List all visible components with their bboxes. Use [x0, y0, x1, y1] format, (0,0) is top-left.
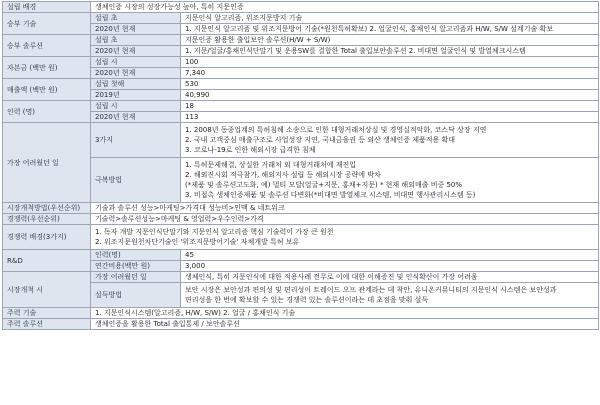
competitiveness-background-label: 경쟁력 배경(3가지) [3, 225, 91, 250]
competitiveness-background-item: 1. 독자 개발 지문인식단말기와 지문인식 알고리즘 핵심 기술력이 가장 큰 원천 [95, 228, 334, 236]
hardest-item: 3. 코로나-19로 인한 해외시장 급격한 침체 [185, 146, 316, 154]
hardest-item: 1. 2008년 동종업계의 특허침해 소송으로 인한 대형거래처상실 및 경영실적악화, 코스닥 상장 지연 [185, 126, 487, 134]
main-technology-label: 주력 기술 [3, 308, 91, 319]
staff-sub-current: 2020년 현재 [91, 112, 181, 123]
main-solution-label: 주력 솔루션 [3, 319, 91, 330]
row-staff-current [3, 112, 599, 123]
market-method-label: 시장개척방법(우선순위) [3, 203, 91, 214]
market-entry-sub-persuasion: 설득방법 [91, 283, 181, 308]
hardest-three-list [181, 123, 599, 158]
revenue-value-2019: 40,990 [181, 90, 599, 101]
row-founding-background [3, 2, 599, 13]
persuasion-item: 보안 시장은 보안성과 편의성 및 편리성이 트레이드 오프 관계라는 데 착안, 유니온커뮤니티의 지문인식 시스템은 보안성과 [185, 286, 557, 294]
market-entry-label: 시장개척 시 [3, 272, 91, 308]
persuasion-item: 편리성을 한 번에 확보할 수 있는 경쟁력 있는 솔루션이라는 데 초점을 맞춰 설득 [185, 296, 429, 304]
row-competitiveness-background [3, 225, 599, 250]
row-revenue-2019 [3, 90, 599, 101]
row-overcome [3, 158, 599, 203]
market-entry-sub-hardest: 가장 어려웠던 일 [91, 272, 181, 283]
overcome-item: (*제품 및 솔루션고도화, 예) 멀티 모달(얼굴+지문, 홍채+지문) * 현재 해외매출 비중 50% [185, 181, 462, 189]
row-core-solution-initial [3, 35, 599, 46]
row-market-method [3, 203, 599, 214]
staff-label: 인력 (명) [3, 101, 91, 123]
row-capital-initial [3, 57, 599, 68]
rnd-sub-cost: 연간비용(백만 원) [91, 261, 181, 272]
rnd-sub-staff: 인력(명) [91, 250, 181, 261]
capital-value-initial: 100 [181, 57, 599, 68]
capital-sub-current: 2020년 현재 [91, 68, 181, 79]
main-solution-value: 생체인증을 활용한 Total 출입통제 / 보안솔루션 [91, 319, 599, 330]
capital-sub-initial: 설립 시 [91, 57, 181, 68]
hardest-sub-three: 3가지 [91, 123, 181, 158]
founding-background-value: 생체인증 시장의 성장가능성 높아, 특히 지문인증 [91, 2, 599, 13]
row-core-technology-initial [3, 13, 599, 24]
row-main-technology [3, 308, 599, 319]
capital-value-current: 7,340 [181, 68, 599, 79]
row-competitiveness [3, 214, 599, 225]
row-core-technology-current [3, 24, 599, 35]
core-technology-label: 승부 기술 [3, 13, 91, 35]
row-rnd-staff [3, 250, 599, 261]
rnd-value-cost: 3,000 [181, 261, 599, 272]
row-market-entry-persuasion [3, 283, 599, 308]
competitiveness-background-item: 2. 위조지문원천차단기술인 '위조지문방어기술' 자체개발 특허 보유 [95, 238, 300, 246]
row-core-solution-current [3, 46, 599, 57]
row-capital-current [3, 68, 599, 79]
hardest-label: 가장 어려웠던 일 [3, 123, 91, 203]
row-revenue-first-year [3, 79, 599, 90]
core-technology-sub-current: 2020년 현재 [91, 24, 181, 35]
competitiveness-background-list [91, 225, 599, 250]
row-rnd-cost [3, 261, 599, 272]
core-solution-sub-current: 2020년 현재 [91, 46, 181, 57]
rnd-value-staff: 45 [181, 250, 599, 261]
competitiveness-label: 경쟁력(우선순위) [3, 214, 91, 225]
main-technology-value: 1. 지문인식시스템(알고리즘, H/W, S/W) 2. 얼굴 / 홍채인식 기술 [91, 308, 599, 319]
revenue-value-first-year: 530 [181, 79, 599, 90]
overcome-list [181, 158, 599, 203]
capital-label: 자본금 (백만 원) [3, 57, 91, 79]
core-solution-sub-initial: 설립 초 [91, 35, 181, 46]
staff-value-initial: 18 [181, 101, 599, 112]
competitiveness-value: 기술력>솔루션성능>마케팅 & 영업력>우수인력>가격 [91, 214, 599, 225]
row-staff-initial [3, 101, 599, 112]
overcome-item: 1. 특허문제해결, 상실한 거래처 외 대형거래처에 재진입 [185, 161, 357, 169]
revenue-label: 매출액 (백만 원) [3, 79, 91, 101]
revenue-sub-2019: 2019년 [91, 90, 181, 101]
row-market-entry-hardest [3, 272, 599, 283]
core-solution-label: 승부 솔루션 [3, 35, 91, 57]
core-technology-value-initial: 지문인식 알고리즘, 위조지문방지 기술 [181, 13, 599, 24]
founding-background-label: 설립 배경 [3, 2, 91, 13]
hardest-item: 2. 국내 고객중심 매출구조로 사업성장 지연, 국내금융권 등 외산 생체인증 제품적용 확대 [185, 136, 456, 144]
row-main-solution [3, 319, 599, 330]
revenue-sub-first-year: 설립 첫해 [91, 79, 181, 90]
overcome-sub: 극복방법 [91, 158, 181, 203]
market-entry-value-hardest: 생체인식, 특히 지문인식에 대한 적용사례 전무로 이에 대한 이해증진 및 인식확산이 가장 어려움 [181, 272, 599, 283]
core-technology-value-current: 1. 지문인식 알고리즘 및 위조지문방어 기술(*원천특허확보) 2. 얼굴인식, 홍채인식 알고리즘과 H/W, S/W 설계기술 확보 [181, 24, 599, 35]
rnd-label: R&D [3, 250, 91, 272]
staff-sub-initial: 설립 시 [91, 101, 181, 112]
core-solution-value-initial: 지문인증 활용한 출입보안 솔루션(H/W + S/W) [181, 35, 599, 46]
core-technology-sub-initial: 설립 초 [91, 13, 181, 24]
overcome-item: 3. 비접촉 생체인증제품 및 솔루션 다변화(*비대면 발열체크 시스템, 비대면 행사관리시스템 등) [185, 191, 476, 199]
market-method-value: 기술과 솔루션 성능>마케팅>가격대 성능비>인맥 & 네트워크 [91, 203, 599, 214]
market-entry-persuasion-list [181, 283, 599, 308]
overcome-item: 2. 해외진시회 적극참가, 해외지사 설립 등 해외시장 공략에 박차 [185, 171, 381, 179]
staff-value-current: 113 [181, 112, 599, 123]
company-profile-table [2, 1, 599, 330]
row-hardest-three [3, 123, 599, 158]
core-solution-value-current: 1. 지문/얼굴/홍채인식단말기 및 운용SW를 결합한 Total 출입보안솔루션 2. 비대면 얼굴인식 및 발열체크시스템 [181, 46, 599, 57]
